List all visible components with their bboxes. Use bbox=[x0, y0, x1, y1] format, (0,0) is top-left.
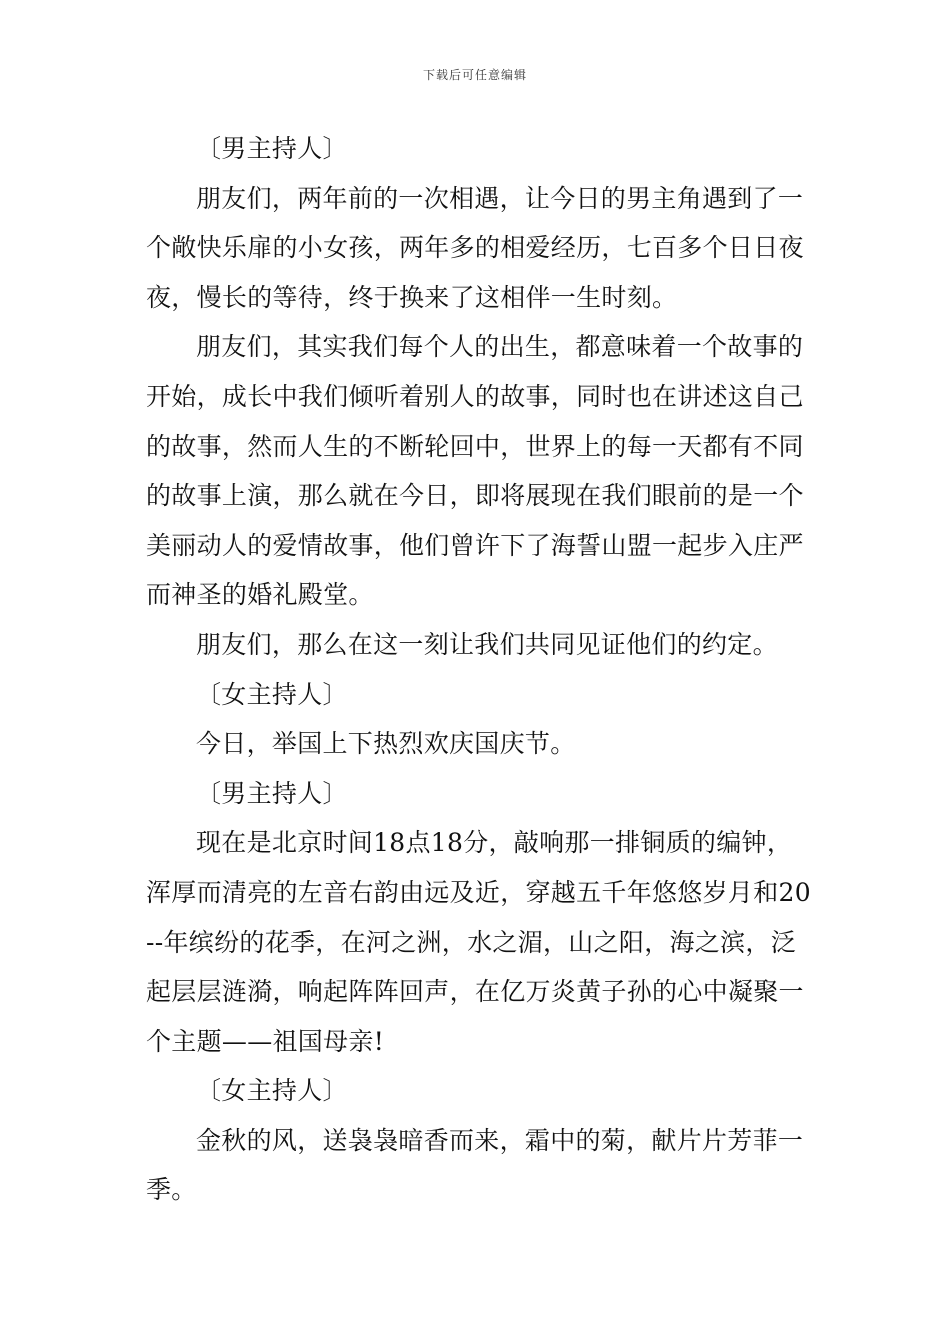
speaker-label: 〔男主持人〕 bbox=[196, 778, 348, 808]
paragraph: 金秋的风，送袅袅暗香而来，霜中的菊，献片片芳菲一季。 bbox=[146, 1125, 804, 1205]
speaker-label: 〔女主持人〕 bbox=[196, 1076, 348, 1106]
paragraph: 朋友们，那么在这一刻让我们共同见证他们的约定。 bbox=[196, 629, 778, 659]
paragraph: 朋友们，两年前的一次相遇，让今日的男主角遇到了一个敞快乐扉的小女孩，两年多的相爱经历，七百多个日日夜夜，慢长的等待，终于换来了这相伴一生时刻。 bbox=[146, 183, 804, 312]
document-body bbox=[146, 124, 814, 1215]
speaker-label: 〔女主持人〕 bbox=[196, 679, 348, 709]
speaker-label: 〔男主持人〕 bbox=[196, 134, 348, 163]
paragraph: 现在是北京时间18点18分，敲响那一排铜质的编钟，浑厚而清亮的左音右韵由远及近，穿越五千年悠悠岁月和20--年缤纷的花季，在河之洲，水之湄，山之阳，海之滨，泛起层层涟漪，响起阵阵回声，在亿万炎黄子孙的心中凝聚一个主题——祖国母亲! bbox=[146, 828, 811, 1056]
paragraph: 今日，举国上下热烈欢庆国庆节。 bbox=[196, 729, 576, 759]
paragraph: 朋友们，其实我们每个人的出生，都意味着一个故事的开始，成长中我们倾听着别人的故事，同时也在讲述这自己的故事，然而人生的不断轮回中，世界上的每一天都有不同的故事上演，那么就在今日，即将展现在我们眼前的是一个美丽动人的爱情故事，他们曾许下了海誓山盟一起步入庄严而神圣的婚礼殿堂。 bbox=[146, 332, 804, 610]
header-note: 下载后可任意编辑 bbox=[422, 68, 527, 82]
